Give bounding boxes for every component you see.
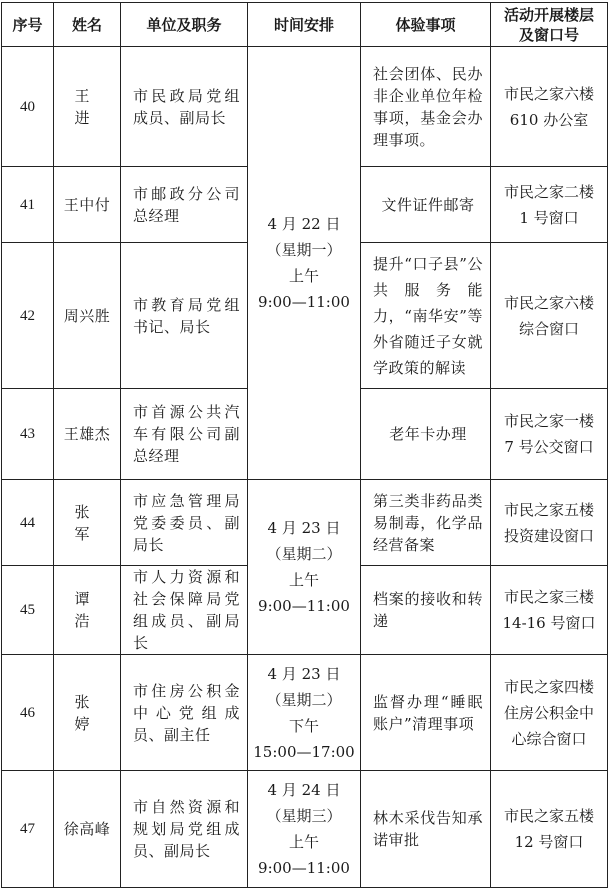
org-cell: 市人力资源和社会保障局党组成员、副局长 [121, 566, 248, 655]
name-cell: 王中付 [54, 167, 121, 243]
location-cell [491, 771, 608, 888]
location-cell [491, 47, 608, 167]
location-line: 市民之家三楼 [503, 588, 594, 606]
name-cell: 王 进 [54, 47, 121, 167]
serial-cell: 45 [2, 566, 54, 655]
item-cell: 文件证件邮寄 [361, 167, 491, 243]
location-line: 市民之家五楼 [503, 807, 594, 825]
table-row [2, 480, 608, 566]
name-cell: 张 婷 [54, 655, 121, 771]
schedule-table [1, 2, 608, 888]
location-line: 610 办公室 [509, 110, 589, 129]
header-org-title: 单位及职务 [121, 3, 248, 47]
location-line: 市民之家六楼 [503, 84, 594, 103]
location-line: 市民之家一楼 [503, 412, 594, 430]
org-cell: 市民政局党组成员、副局长 [121, 47, 248, 167]
header-time: 时间安排 [248, 3, 361, 47]
time-range: 9:00—11:00 [258, 293, 350, 311]
time-date: 4 月 24 日 [267, 781, 341, 799]
item-cell: 老年卡办理 [361, 389, 491, 480]
time-period: 下午 [288, 716, 319, 735]
location-line: 14-16 号窗口 [502, 614, 596, 632]
time-date: 4 月 23 日 [267, 519, 341, 537]
org-cell: 市应急管理局党委委员、副局长 [121, 480, 248, 566]
header-serial: 序号 [2, 3, 54, 47]
serial-cell: 41 [2, 167, 54, 243]
table-row [2, 771, 608, 888]
item-cell: 社会团体、民办非企业单位年检事项，基金会办理事项。 [361, 47, 491, 167]
location-cell [491, 566, 608, 655]
table-row [2, 655, 608, 771]
name-cell: 王雄杰 [54, 389, 121, 480]
name-cell: 谭 浩 [54, 566, 121, 655]
org-cell: 市首源公共汽车有限公司副总经理 [121, 389, 248, 480]
time-weekday: （星期一） [266, 241, 342, 259]
serial-cell: 40 [2, 47, 54, 167]
time-date: 4 月 23 日 [267, 664, 341, 683]
item-cell: 监督办理“睡眠账户”清理事项 [361, 655, 491, 771]
item-cell: 提升“口子县”公共服务能力，“南华安”等外省随迁子女就学政策的解读 [361, 243, 491, 389]
location-line: 综合窗口 [518, 319, 579, 338]
time-date: 4 月 22 日 [267, 215, 341, 233]
time-range: 15:00—17:00 [253, 742, 355, 761]
location-line: 市民之家四楼 [503, 677, 594, 696]
header-item: 体验事项 [361, 3, 491, 47]
item-cell: 第三类非药品类易制毒，化学品经营备案 [361, 480, 491, 566]
location-line: 投资建设窗口 [503, 526, 594, 545]
time-range: 9:00—11:00 [258, 859, 350, 877]
location-cell [491, 655, 608, 771]
item-cell: 档案的接收和转递 [361, 566, 491, 655]
location-line: 心综合窗口 [511, 729, 587, 748]
org-cell: 市住房公积金中心党组成员、副主任 [121, 655, 248, 771]
name-cell: 徐高峰 [54, 771, 121, 888]
location-cell [491, 243, 608, 389]
time-weekday: （星期三） [266, 807, 342, 825]
location-cell [491, 480, 608, 566]
time-period: 上午 [288, 267, 319, 285]
header-location: 活动开展楼层及窗口号 [491, 3, 608, 47]
name-cell: 张 军 [54, 480, 121, 566]
time-weekday: （星期二） [266, 545, 342, 563]
serial-cell: 46 [2, 655, 54, 771]
location-line: 市民之家六楼 [503, 293, 594, 312]
header-name: 姓名 [54, 3, 121, 47]
name-cell: 周兴胜 [54, 243, 121, 389]
org-cell: 市邮政分公司总经理 [121, 167, 248, 243]
location-line: 市民之家二楼 [503, 182, 594, 201]
time-cell [248, 480, 361, 655]
location-line: 12 号窗口 [514, 833, 584, 851]
time-weekday: （星期二） [266, 690, 342, 709]
org-cell: 市教育局党组书记、局长 [121, 243, 248, 389]
time-cell [248, 47, 361, 480]
org-cell: 市自然资源和规划局党组成员、副局长 [121, 771, 248, 888]
location-line: 市民之家五楼 [503, 500, 594, 519]
location-line: 7 号公交窗口 [504, 438, 594, 456]
serial-cell: 47 [2, 771, 54, 888]
header-row [2, 3, 608, 47]
serial-cell: 44 [2, 480, 54, 566]
location-cell [491, 389, 608, 480]
time-period: 上午 [288, 571, 319, 589]
time-cell [248, 771, 361, 888]
item-cell: 林木采伐告知承诺审批 [361, 771, 491, 888]
location-line: 住房公积金中 [503, 703, 594, 722]
serial-cell: 43 [2, 389, 54, 480]
location-line: 1 号窗口 [519, 208, 579, 227]
table-row [2, 47, 608, 167]
time-period: 上午 [288, 833, 319, 851]
time-range: 9:00—11:00 [258, 597, 350, 615]
time-cell [248, 655, 361, 771]
location-cell [491, 167, 608, 243]
serial-cell: 42 [2, 243, 54, 389]
